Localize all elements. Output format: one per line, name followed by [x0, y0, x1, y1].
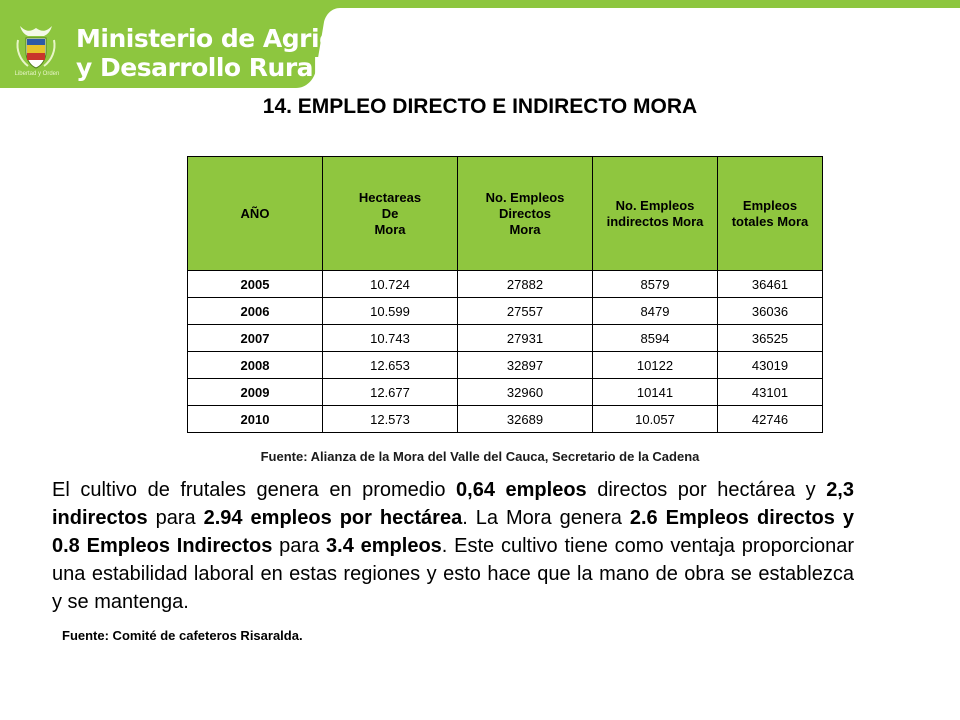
cell-indirect: 10.057	[593, 406, 718, 433]
cell-hectares: 12.653	[323, 352, 458, 379]
table-row	[188, 379, 823, 406]
cell-direct: 27882	[458, 271, 593, 298]
cell-indirect: 10141	[593, 379, 718, 406]
ministry-line-1: Ministerio de Agricultura	[76, 24, 416, 53]
cell-year: 2007	[188, 325, 323, 352]
header-total-jobs: Empleos totales Mora	[718, 157, 823, 271]
cell-direct: 27931	[458, 325, 593, 352]
cell-total: 36525	[718, 325, 823, 352]
ministry-logo-text	[76, 24, 416, 82]
table-row	[188, 271, 823, 298]
cell-direct: 32897	[458, 352, 593, 379]
cell-hectares: 10.743	[323, 325, 458, 352]
cell-indirect: 10122	[593, 352, 718, 379]
cell-direct: 27557	[458, 298, 593, 325]
header-banner	[0, 0, 960, 92]
cell-total: 43019	[718, 352, 823, 379]
employment-table	[187, 156, 823, 433]
cell-total: 36461	[718, 271, 823, 298]
header-hectares: Hectareas De Mora	[323, 157, 458, 271]
cell-hectares: 10.724	[323, 271, 458, 298]
cell-direct: 32689	[458, 406, 593, 433]
cell-year: 2010	[188, 406, 323, 433]
table-row	[188, 298, 823, 325]
cell-indirect: 8594	[593, 325, 718, 352]
cell-direct: 32960	[458, 379, 593, 406]
cell-indirect: 8479	[593, 298, 718, 325]
motto-text: Libertad y Orden	[14, 71, 60, 77]
cell-hectares: 12.573	[323, 406, 458, 433]
summary-paragraph: El cultivo de frutales genera en promedio 0,64 empleos directos por hectárea y 2,3 indirectos para 2.94 empleos por hectárea. La Mora genera 2.6 Empleos directos y 0.8 Empleos Indirectos para 3.4 empleos. Este cultivo tiene como ventaja proporcionar una estabilidad laboral en estas regiones y esto hace que la mano de obra se establezca y se mantenga.	[52, 479, 854, 613]
cell-total: 36036	[718, 298, 823, 325]
cell-hectares: 10.599	[323, 298, 458, 325]
header-indirect-jobs: No. Empleos indirectos Mora	[593, 157, 718, 271]
cell-year: 2008	[188, 352, 323, 379]
table-header-row	[188, 157, 823, 271]
cell-total: 43101	[718, 379, 823, 406]
cell-year: 2006	[188, 298, 323, 325]
cell-total: 42746	[718, 406, 823, 433]
table-row	[188, 406, 823, 433]
ministry-line-2: y Desarrollo Rural	[76, 53, 322, 82]
cell-year: 2009	[188, 379, 323, 406]
table-source-note: Fuente: Alianza de la Mora del Valle del Cauca, Secretario de la Cadena	[260, 449, 700, 464]
header-year: AÑO	[188, 157, 323, 271]
page-title: 14. EMPLEO DIRECTO E INDIRECTO MORA	[262, 95, 698, 118]
paragraph-source-note: Fuente: Comité de cafeteros Risaralda.	[62, 628, 303, 643]
cell-hectares: 12.677	[323, 379, 458, 406]
table-row	[188, 325, 823, 352]
cell-year: 2005	[188, 271, 323, 298]
table-row	[188, 352, 823, 379]
header-direct-jobs: No. Empleos Directos Mora	[458, 157, 593, 271]
cell-indirect: 8579	[593, 271, 718, 298]
